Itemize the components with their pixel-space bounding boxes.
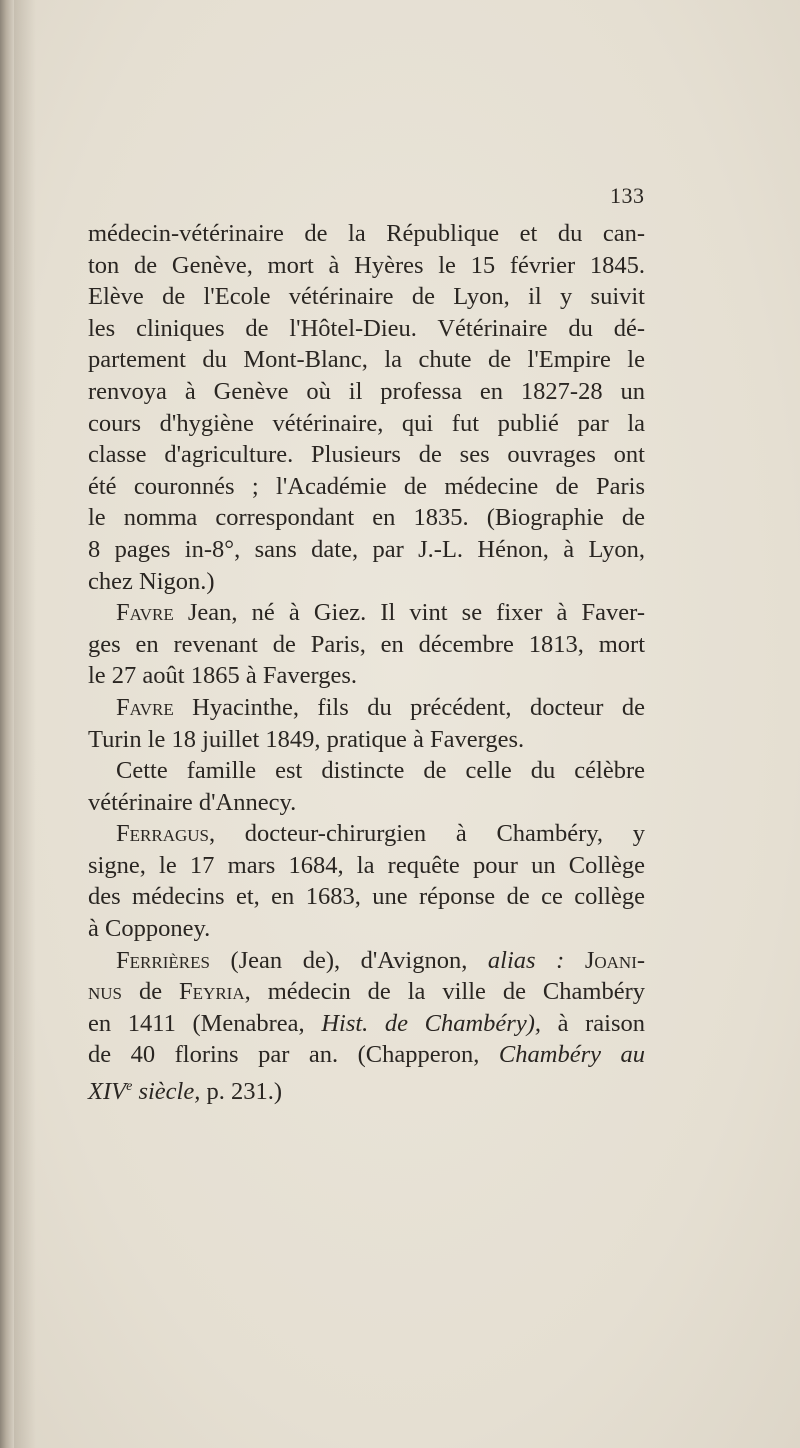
alias-label: alias :: [487, 946, 565, 974]
text-segment: (Jean de), d'Avignon,: [209, 946, 488, 974]
text-line: signe, le 17 mars 1684, la requête pour un Collège: [88, 851, 645, 879]
text-line: ges en revenant de Paris, en décembre 1813, mort: [88, 630, 645, 658]
citation-title: Hist. de Chambéry),: [321, 1009, 541, 1037]
paragraph-note: [88, 755, 645, 818]
text-line: classe d'agriculture. Plusieurs de ses ouvrages ont: [88, 441, 645, 469]
text-line: [88, 1008, 645, 1040]
text-segment: de: [122, 978, 180, 1006]
text-line: le nomma correspondant en 1835. (Biographie de: [88, 504, 645, 532]
text-line: partement du Mont-Blanc, la chute de l'Empire le: [88, 346, 645, 374]
text-line: les cliniques de l'Hôtel-Dieu. Vétérinaire du dé-: [88, 314, 645, 342]
text-line: chez Nigon.): [88, 567, 215, 595]
entry-name: Ferragus: [116, 820, 209, 848]
text-line: des médecins et, en 1683, une réponse de ce collège: [88, 883, 645, 911]
entry-name: nus: [88, 978, 123, 1006]
text-line: Cette famille est distincte de celle du célèbre: [116, 757, 645, 785]
text-line: cours d'hygiène vétérinaire, qui fut publié par la: [88, 409, 645, 437]
text-segment: , médecin de la ville de Chambéry: [244, 978, 645, 1006]
text-line: [88, 1071, 645, 1108]
text-segment: p. 231.): [200, 1078, 283, 1106]
text-line: 8 pages in-8°, sans date, par J.-L. Hénon, à Lyon,: [88, 535, 645, 563]
text-line: renvoya à Genève où il professa en 1827-28 un: [88, 377, 645, 405]
text-line: Turin le 18 juillet 1849, pratique à Faverges.: [88, 725, 525, 753]
text-segment: à raison: [541, 1009, 645, 1037]
entry-ferrieres: [88, 945, 645, 1108]
text-segment: , docteur-chirurgien à Chambéry, y: [208, 820, 645, 848]
text-segment: siècle,: [132, 1078, 201, 1106]
text-line: [88, 692, 645, 724]
text-line: [88, 945, 645, 977]
superscript: e: [126, 1079, 133, 1095]
text-line: [88, 597, 645, 629]
text-line: [88, 1039, 645, 1071]
entry-name: Ferrières: [116, 946, 210, 974]
entry-favre-jean: [88, 597, 645, 692]
text-line: [88, 976, 645, 1008]
text-segment: de 40 florins par an. (Chapperon,: [88, 1041, 499, 1069]
text-line: médecin-vétérinaire de la République et du can-: [88, 220, 645, 247]
text-line: ton de Genève, mort à Hyères le 15 février 1845.: [88, 251, 645, 279]
text-segment: en 1411 (Menabrea,: [88, 1009, 322, 1037]
entry-name: Joani-: [584, 946, 646, 974]
entry-ferragus: [88, 818, 645, 944]
entry-favre-hyacinthe: [88, 692, 645, 755]
text-line: vétérinaire d'Annecy.: [88, 788, 297, 816]
text-line: [88, 818, 645, 850]
text-line: été couronnés ; l'Académie de médecine de Paris: [88, 472, 645, 500]
page-number: 133: [610, 183, 645, 208]
paragraph-1: [88, 218, 645, 597]
text-line: Elève de l'Ecole vétérinaire de Lyon, il y suivit: [88, 283, 645, 311]
page-binding-edge: [0, 0, 14, 1448]
citation-title: Chambéry au: [498, 1041, 645, 1069]
body-text: [88, 218, 645, 1108]
entry-name: Feyria: [179, 978, 245, 1006]
text-segment: XIV: [88, 1078, 127, 1106]
text-line: le 27 août 1865 à Faverges.: [88, 662, 357, 690]
entry-name: Favre: [116, 693, 174, 721]
citation-title: [88, 1078, 200, 1105]
entry-name: Favre: [116, 599, 174, 627]
text-line: à Copponey.: [88, 915, 211, 943]
text-segment: Hyacinthe, fils du précédent, docteur de: [173, 693, 645, 721]
page-gutter-shadow: [14, 0, 36, 1448]
text-segment: Jean, né à Giez. Il vint se fixer à Faver-: [173, 599, 645, 627]
